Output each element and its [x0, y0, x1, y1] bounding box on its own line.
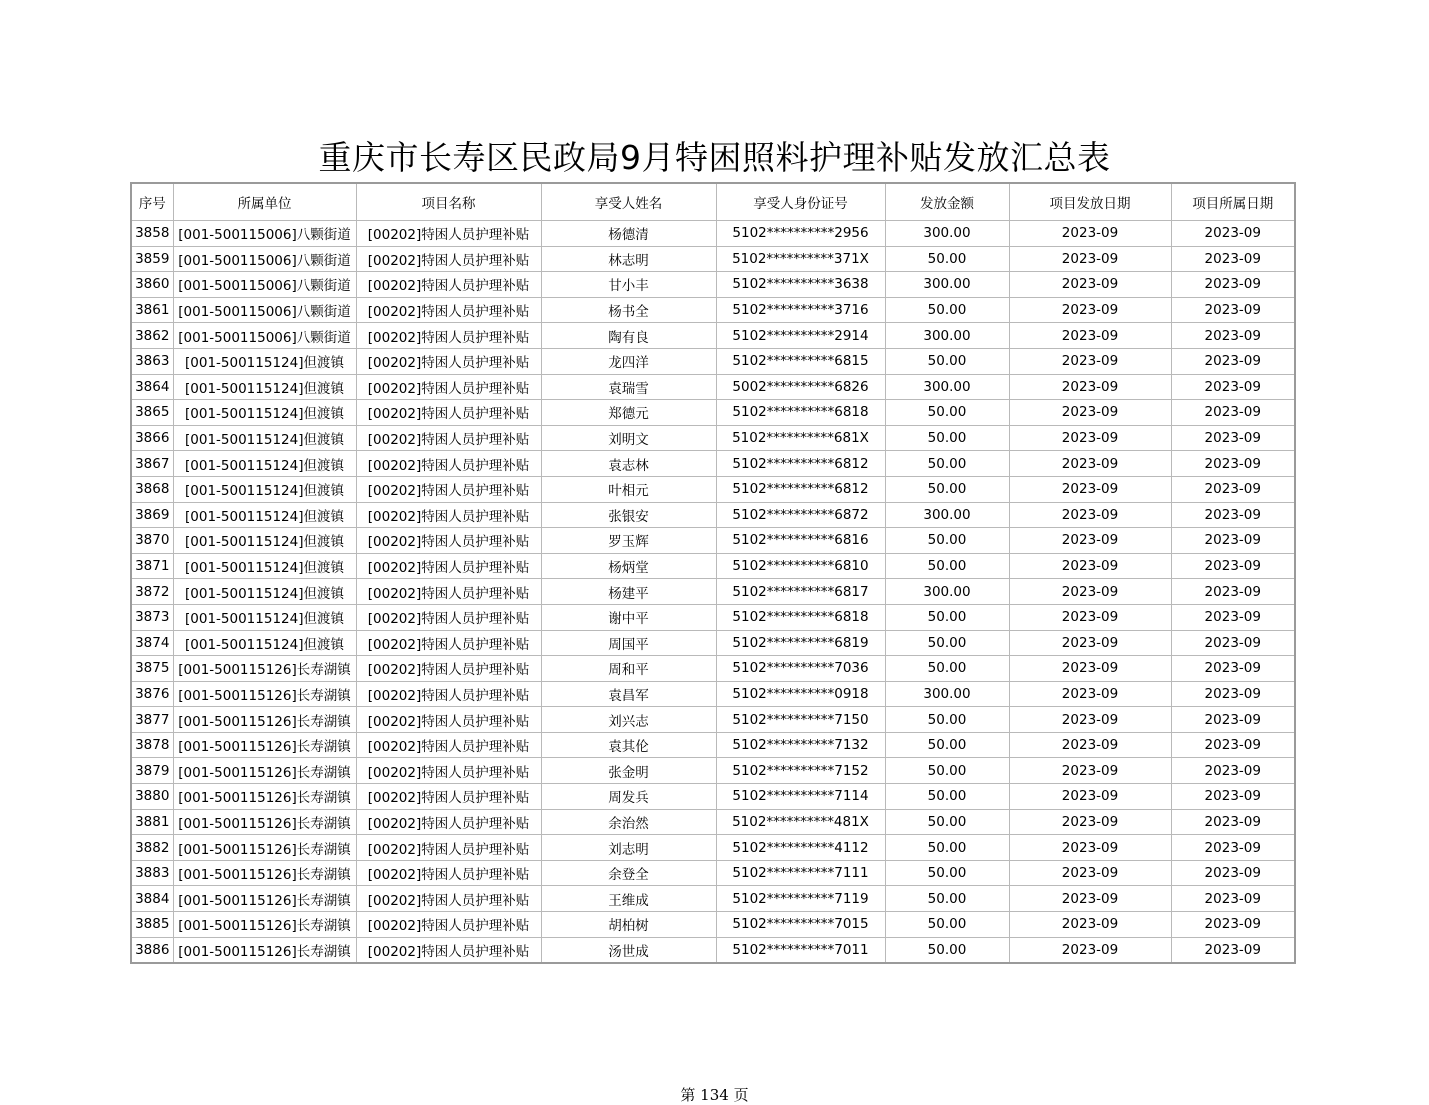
table-row: [131, 400, 1295, 426]
cell-recipient-name: 袁志林: [541, 451, 716, 477]
cell-issue-date: 2023-09: [1009, 886, 1171, 912]
cell-id-number: 5002**********6826: [716, 374, 885, 400]
cell-project: [00202]特困人员护理补贴: [356, 707, 541, 733]
cell-issue-date: 2023-09: [1009, 604, 1171, 630]
cell-serial: 3876: [131, 681, 173, 707]
cell-unit: [001-500115006]八颗街道: [173, 221, 356, 247]
cell-period-date: 2023-09: [1171, 732, 1295, 758]
cell-amount: 50.00: [885, 604, 1009, 630]
cell-serial: 3875: [131, 656, 173, 682]
cell-period-date: 2023-09: [1171, 886, 1295, 912]
cell-amount: 50.00: [885, 348, 1009, 374]
cell-project: [00202]特困人员护理补贴: [356, 246, 541, 272]
cell-recipient-name: 杨德清: [541, 221, 716, 247]
cell-id-number: 5102**********7150: [716, 707, 885, 733]
cell-id-number: 5102**********7152: [716, 758, 885, 784]
cell-project: [00202]特困人员护理补贴: [356, 912, 541, 938]
cell-unit: [001-500115124]但渡镇: [173, 528, 356, 554]
cell-issue-date: 2023-09: [1009, 221, 1171, 247]
cell-amount: 50.00: [885, 476, 1009, 502]
cell-recipient-name: 张银安: [541, 502, 716, 528]
cell-amount: 300.00: [885, 502, 1009, 528]
cell-project: [00202]特困人员护理补贴: [356, 348, 541, 374]
cell-period-date: 2023-09: [1171, 246, 1295, 272]
cell-unit: [001-500115126]长寿湖镇: [173, 937, 356, 963]
cell-id-number: 5102**********7119: [716, 886, 885, 912]
table-row: [131, 937, 1295, 963]
cell-period-date: 2023-09: [1171, 681, 1295, 707]
cell-recipient-name: 谢中平: [541, 604, 716, 630]
table-header-row: [131, 183, 1295, 221]
cell-serial: 3884: [131, 886, 173, 912]
cell-project: [00202]特困人员护理补贴: [356, 784, 541, 810]
cell-period-date: 2023-09: [1171, 707, 1295, 733]
cell-id-number: 5102**********6872: [716, 502, 885, 528]
table-row: [131, 656, 1295, 682]
cell-serial: 3872: [131, 579, 173, 605]
cell-serial: 3865: [131, 400, 173, 426]
cell-recipient-name: 张金明: [541, 758, 716, 784]
cell-project: [00202]特困人员护理补贴: [356, 758, 541, 784]
column-header-project: 项目名称: [356, 183, 541, 221]
table-row: [131, 784, 1295, 810]
cell-id-number: 5102**********6816: [716, 528, 885, 554]
cell-amount: 50.00: [885, 528, 1009, 554]
cell-amount: 50.00: [885, 835, 1009, 861]
column-header-recipient-name: 享受人姓名: [541, 183, 716, 221]
table-row: [131, 221, 1295, 247]
cell-amount: 50.00: [885, 707, 1009, 733]
cell-period-date: 2023-09: [1171, 937, 1295, 963]
table-row: [131, 528, 1295, 554]
table-row: [131, 246, 1295, 272]
cell-recipient-name: 甘小丰: [541, 272, 716, 298]
column-header-serial: 序号: [131, 183, 173, 221]
cell-project: [00202]特困人员护理补贴: [356, 323, 541, 349]
cell-project: [00202]特困人员护理补贴: [356, 860, 541, 886]
cell-amount: 50.00: [885, 912, 1009, 938]
cell-amount: 50.00: [885, 732, 1009, 758]
cell-period-date: 2023-09: [1171, 502, 1295, 528]
cell-issue-date: 2023-09: [1009, 323, 1171, 349]
table-body: [131, 221, 1295, 964]
cell-unit: [001-500115124]但渡镇: [173, 579, 356, 605]
cell-period-date: 2023-09: [1171, 528, 1295, 554]
cell-unit: [001-500115006]八颗街道: [173, 297, 356, 323]
table-row: [131, 297, 1295, 323]
cell-serial: 3879: [131, 758, 173, 784]
cell-project: [00202]特困人员护理补贴: [356, 374, 541, 400]
table-row: [131, 272, 1295, 298]
cell-recipient-name: 杨建平: [541, 579, 716, 605]
cell-issue-date: 2023-09: [1009, 400, 1171, 426]
cell-id-number: 5102**********6817: [716, 579, 885, 605]
table-row: [131, 681, 1295, 707]
cell-issue-date: 2023-09: [1009, 425, 1171, 451]
cell-issue-date: 2023-09: [1009, 809, 1171, 835]
cell-serial: 3860: [131, 272, 173, 298]
cell-issue-date: 2023-09: [1009, 912, 1171, 938]
cell-recipient-name: 胡柏树: [541, 912, 716, 938]
cell-id-number: 5102**********6810: [716, 553, 885, 579]
cell-project: [00202]特困人员护理补贴: [356, 553, 541, 579]
cell-amount: 50.00: [885, 656, 1009, 682]
cell-project: [00202]特困人员护理补贴: [356, 221, 541, 247]
cell-issue-date: 2023-09: [1009, 272, 1171, 298]
cell-serial: 3885: [131, 912, 173, 938]
cell-recipient-name: 周发兵: [541, 784, 716, 810]
cell-amount: 300.00: [885, 272, 1009, 298]
cell-unit: [001-500115124]但渡镇: [173, 400, 356, 426]
cell-recipient-name: 龙四洋: [541, 348, 716, 374]
cell-recipient-name: 刘兴志: [541, 707, 716, 733]
cell-project: [00202]特困人员护理补贴: [356, 809, 541, 835]
cell-serial: 3864: [131, 374, 173, 400]
cell-amount: 50.00: [885, 246, 1009, 272]
cell-issue-date: 2023-09: [1009, 656, 1171, 682]
cell-recipient-name: 袁其伦: [541, 732, 716, 758]
cell-recipient-name: 周和平: [541, 656, 716, 682]
cell-unit: [001-500115126]长寿湖镇: [173, 809, 356, 835]
cell-project: [00202]特困人员护理补贴: [356, 732, 541, 758]
cell-amount: 50.00: [885, 553, 1009, 579]
cell-issue-date: 2023-09: [1009, 630, 1171, 656]
cell-unit: [001-500115124]但渡镇: [173, 348, 356, 374]
table-row: [131, 758, 1295, 784]
cell-id-number: 5102**********7111: [716, 860, 885, 886]
cell-issue-date: 2023-09: [1009, 579, 1171, 605]
cell-period-date: 2023-09: [1171, 860, 1295, 886]
table-row: [131, 502, 1295, 528]
cell-amount: 50.00: [885, 886, 1009, 912]
cell-recipient-name: 王维成: [541, 886, 716, 912]
cell-serial: 3886: [131, 937, 173, 963]
cell-unit: [001-500115124]但渡镇: [173, 451, 356, 477]
cell-period-date: 2023-09: [1171, 400, 1295, 426]
cell-unit: [001-500115124]但渡镇: [173, 425, 356, 451]
cell-amount: 300.00: [885, 681, 1009, 707]
page-title: 重庆市长寿区民政局9月特困照料护理补贴发放汇总表: [318, 138, 1111, 177]
cell-serial: 3878: [131, 732, 173, 758]
cell-unit: [001-500115126]长寿湖镇: [173, 707, 356, 733]
cell-amount: 300.00: [885, 221, 1009, 247]
cell-recipient-name: 袁瑞雪: [541, 374, 716, 400]
table-row: [131, 451, 1295, 477]
cell-unit: [001-500115126]长寿湖镇: [173, 912, 356, 938]
cell-period-date: 2023-09: [1171, 630, 1295, 656]
cell-id-number: 5102**********6819: [716, 630, 885, 656]
cell-unit: [001-500115126]长寿湖镇: [173, 886, 356, 912]
cell-issue-date: 2023-09: [1009, 681, 1171, 707]
column-header-unit: 所属单位: [173, 183, 356, 221]
table-row: [131, 579, 1295, 605]
column-header-period-date: 项目所属日期: [1171, 183, 1295, 221]
cell-recipient-name: 叶相元: [541, 476, 716, 502]
cell-unit: [001-500115006]八颗街道: [173, 323, 356, 349]
cell-issue-date: 2023-09: [1009, 374, 1171, 400]
cell-period-date: 2023-09: [1171, 553, 1295, 579]
cell-project: [00202]特困人员护理补贴: [356, 476, 541, 502]
cell-project: [00202]特困人员护理补贴: [356, 835, 541, 861]
table-row: [131, 835, 1295, 861]
cell-id-number: 5102**********4112: [716, 835, 885, 861]
cell-amount: 50.00: [885, 809, 1009, 835]
cell-project: [00202]特困人员护理补贴: [356, 886, 541, 912]
cell-period-date: 2023-09: [1171, 758, 1295, 784]
cell-serial: 3868: [131, 476, 173, 502]
cell-id-number: 5102**********7114: [716, 784, 885, 810]
cell-amount: 50.00: [885, 451, 1009, 477]
cell-unit: [001-500115006]八颗街道: [173, 272, 356, 298]
cell-project: [00202]特困人员护理补贴: [356, 425, 541, 451]
cell-issue-date: 2023-09: [1009, 297, 1171, 323]
table-row: [131, 604, 1295, 630]
cell-period-date: 2023-09: [1171, 348, 1295, 374]
table-row: [131, 732, 1295, 758]
cell-amount: 50.00: [885, 630, 1009, 656]
cell-serial: 3861: [131, 297, 173, 323]
cell-issue-date: 2023-09: [1009, 860, 1171, 886]
table-row: [131, 425, 1295, 451]
cell-project: [00202]特困人员护理补贴: [356, 297, 541, 323]
cell-recipient-name: 杨书全: [541, 297, 716, 323]
cell-amount: 50.00: [885, 425, 1009, 451]
cell-period-date: 2023-09: [1171, 604, 1295, 630]
table-row: [131, 886, 1295, 912]
cell-recipient-name: 林志明: [541, 246, 716, 272]
cell-id-number: 5102**********2914: [716, 323, 885, 349]
cell-period-date: 2023-09: [1171, 221, 1295, 247]
cell-unit: [001-500115124]但渡镇: [173, 374, 356, 400]
cell-id-number: 5102**********7011: [716, 937, 885, 963]
cell-period-date: 2023-09: [1171, 835, 1295, 861]
cell-period-date: 2023-09: [1171, 451, 1295, 477]
cell-id-number: 5102**********6818: [716, 604, 885, 630]
cell-recipient-name: 刘志明: [541, 835, 716, 861]
cell-amount: 50.00: [885, 758, 1009, 784]
cell-recipient-name: 陶有良: [541, 323, 716, 349]
cell-period-date: 2023-09: [1171, 656, 1295, 682]
table-row: [131, 323, 1295, 349]
cell-issue-date: 2023-09: [1009, 707, 1171, 733]
cell-id-number: 5102**********0918: [716, 681, 885, 707]
cell-id-number: 5102**********3716: [716, 297, 885, 323]
table-row: [131, 553, 1295, 579]
cell-id-number: 5102**********2956: [716, 221, 885, 247]
cell-unit: [001-500115126]长寿湖镇: [173, 681, 356, 707]
cell-serial: 3871: [131, 553, 173, 579]
table-row: [131, 860, 1295, 886]
cell-unit: [001-500115126]长寿湖镇: [173, 656, 356, 682]
cell-issue-date: 2023-09: [1009, 758, 1171, 784]
cell-serial: 3873: [131, 604, 173, 630]
cell-id-number: 5102**********371X: [716, 246, 885, 272]
cell-period-date: 2023-09: [1171, 374, 1295, 400]
cell-serial: 3859: [131, 246, 173, 272]
cell-id-number: 5102**********3638: [716, 272, 885, 298]
cell-project: [00202]特困人员护理补贴: [356, 400, 541, 426]
cell-project: [00202]特困人员护理补贴: [356, 656, 541, 682]
table-row: [131, 630, 1295, 656]
cell-issue-date: 2023-09: [1009, 528, 1171, 554]
cell-id-number: 5102**********6815: [716, 348, 885, 374]
cell-project: [00202]特困人员护理补贴: [356, 502, 541, 528]
cell-id-number: 5102**********681X: [716, 425, 885, 451]
cell-recipient-name: 余登全: [541, 860, 716, 886]
column-header-amount: 发放金额: [885, 183, 1009, 221]
cell-amount: 50.00: [885, 860, 1009, 886]
cell-project: [00202]特困人员护理补贴: [356, 451, 541, 477]
subsidy-table: [130, 182, 1296, 964]
table-row: [131, 348, 1295, 374]
cell-serial: 3870: [131, 528, 173, 554]
cell-id-number: 5102**********6818: [716, 400, 885, 426]
cell-unit: [001-500115126]长寿湖镇: [173, 860, 356, 886]
cell-issue-date: 2023-09: [1009, 937, 1171, 963]
cell-issue-date: 2023-09: [1009, 502, 1171, 528]
cell-amount: 50.00: [885, 297, 1009, 323]
cell-amount: 300.00: [885, 374, 1009, 400]
table-row: [131, 707, 1295, 733]
cell-period-date: 2023-09: [1171, 297, 1295, 323]
cell-recipient-name: 罗玉辉: [541, 528, 716, 554]
cell-recipient-name: 余治然: [541, 809, 716, 835]
cell-period-date: 2023-09: [1171, 809, 1295, 835]
table-row: [131, 912, 1295, 938]
cell-recipient-name: 郑德元: [541, 400, 716, 426]
cell-amount: 50.00: [885, 937, 1009, 963]
cell-project: [00202]特困人员护理补贴: [356, 630, 541, 656]
table-row: [131, 476, 1295, 502]
cell-serial: 3874: [131, 630, 173, 656]
table-row: [131, 809, 1295, 835]
cell-serial: 3867: [131, 451, 173, 477]
cell-period-date: 2023-09: [1171, 784, 1295, 810]
cell-issue-date: 2023-09: [1009, 246, 1171, 272]
cell-serial: 3881: [131, 809, 173, 835]
cell-recipient-name: 杨炳堂: [541, 553, 716, 579]
cell-issue-date: 2023-09: [1009, 476, 1171, 502]
cell-period-date: 2023-09: [1171, 912, 1295, 938]
cell-id-number: 5102**********7036: [716, 656, 885, 682]
cell-unit: [001-500115124]但渡镇: [173, 604, 356, 630]
cell-unit: [001-500115124]但渡镇: [173, 476, 356, 502]
cell-project: [00202]特困人员护理补贴: [356, 604, 541, 630]
cell-serial: 3866: [131, 425, 173, 451]
cell-serial: 3863: [131, 348, 173, 374]
cell-issue-date: 2023-09: [1009, 732, 1171, 758]
cell-id-number: 5102**********481X: [716, 809, 885, 835]
cell-project: [00202]特困人员护理补贴: [356, 272, 541, 298]
cell-serial: 3883: [131, 860, 173, 886]
cell-unit: [001-500115126]长寿湖镇: [173, 784, 356, 810]
cell-id-number: 5102**********6812: [716, 451, 885, 477]
cell-recipient-name: 汤世成: [541, 937, 716, 963]
cell-serial: 3882: [131, 835, 173, 861]
cell-amount: 50.00: [885, 784, 1009, 810]
cell-serial: 3880: [131, 784, 173, 810]
cell-id-number: 5102**********7132: [716, 732, 885, 758]
cell-id-number: 5102**********6812: [716, 476, 885, 502]
cell-serial: 3858: [131, 221, 173, 247]
cell-unit: [001-500115124]但渡镇: [173, 630, 356, 656]
cell-issue-date: 2023-09: [1009, 784, 1171, 810]
cell-issue-date: 2023-09: [1009, 553, 1171, 579]
cell-project: [00202]特困人员护理补贴: [356, 528, 541, 554]
table-row: [131, 374, 1295, 400]
cell-period-date: 2023-09: [1171, 425, 1295, 451]
cell-amount: 300.00: [885, 323, 1009, 349]
cell-issue-date: 2023-09: [1009, 451, 1171, 477]
cell-id-number: 5102**********7015: [716, 912, 885, 938]
cell-project: [00202]特困人员护理补贴: [356, 937, 541, 963]
cell-serial: 3877: [131, 707, 173, 733]
cell-unit: [001-500115126]长寿湖镇: [173, 732, 356, 758]
cell-period-date: 2023-09: [1171, 272, 1295, 298]
column-header-issue-date: 项目发放日期: [1009, 183, 1171, 221]
column-header-id-number: 享受人身份证号: [716, 183, 885, 221]
cell-recipient-name: 周国平: [541, 630, 716, 656]
cell-period-date: 2023-09: [1171, 579, 1295, 605]
cell-unit: [001-500115006]八颗街道: [173, 246, 356, 272]
page-number: 第 134 页: [680, 1086, 749, 1104]
cell-unit: [001-500115126]长寿湖镇: [173, 835, 356, 861]
cell-project: [00202]特困人员护理补贴: [356, 579, 541, 605]
cell-period-date: 2023-09: [1171, 476, 1295, 502]
cell-unit: [001-500115124]但渡镇: [173, 553, 356, 579]
cell-project: [00202]特困人员护理补贴: [356, 681, 541, 707]
cell-issue-date: 2023-09: [1009, 835, 1171, 861]
cell-amount: 50.00: [885, 400, 1009, 426]
cell-issue-date: 2023-09: [1009, 348, 1171, 374]
cell-unit: [001-500115126]长寿湖镇: [173, 758, 356, 784]
cell-unit: [001-500115124]但渡镇: [173, 502, 356, 528]
cell-serial: 3869: [131, 502, 173, 528]
cell-period-date: 2023-09: [1171, 323, 1295, 349]
cell-amount: 300.00: [885, 579, 1009, 605]
cell-serial: 3862: [131, 323, 173, 349]
cell-recipient-name: 刘明文: [541, 425, 716, 451]
cell-recipient-name: 袁昌军: [541, 681, 716, 707]
